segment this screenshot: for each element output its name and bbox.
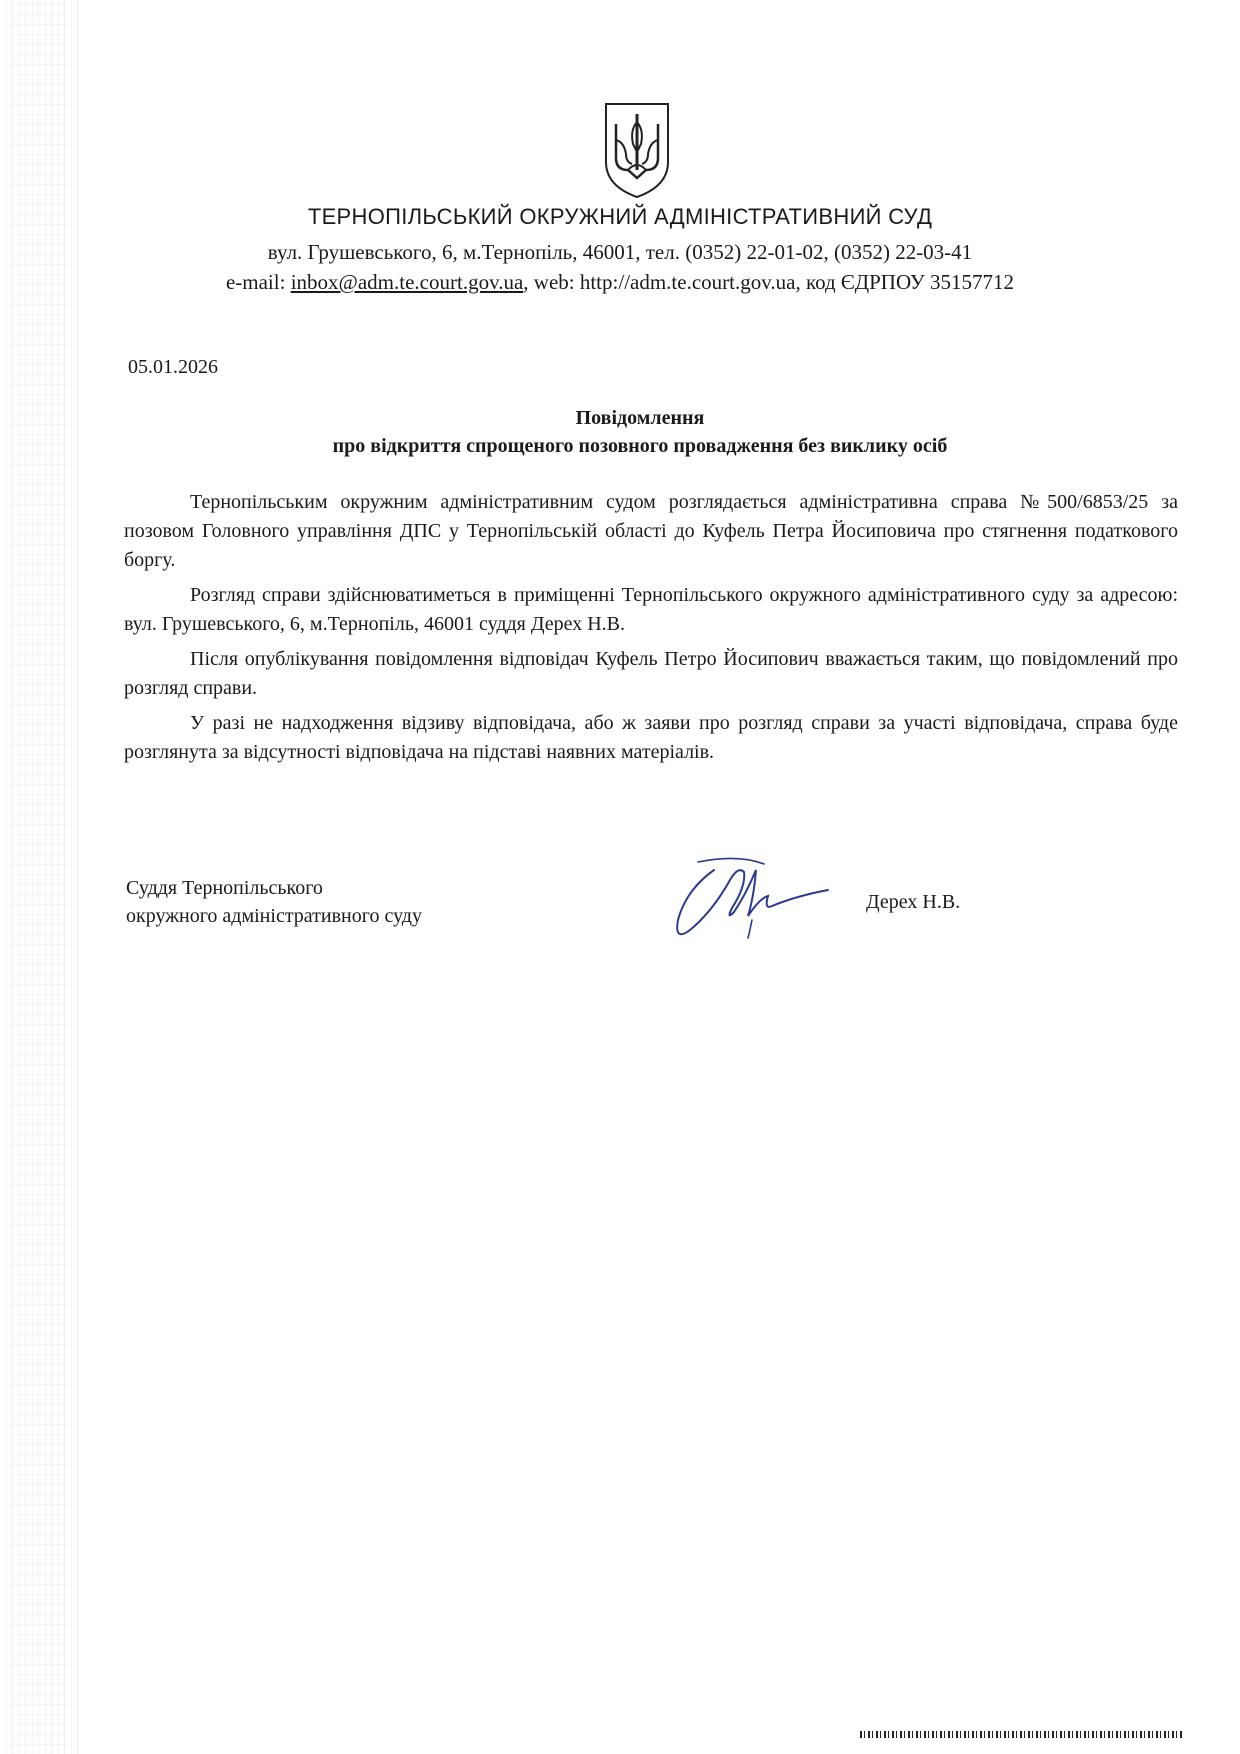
web-and-code: , web: http://adm.te.court.gov.ua, код ЄДРПОУ 35157712: [523, 270, 1015, 294]
document-date: 05.01.2026: [128, 356, 218, 378]
trident-coat-of-arms-icon: [602, 100, 672, 200]
paragraph-venue: Розгляд справи здійснюватиметься в приміщенні Тернопільського окружного адміністративного суду за адресою: вул. Грушевського, 6, м.Тернопіль, 46001 суддя Дерех Н.В.: [124, 584, 1178, 635]
court-name: ТЕРНОПІЛЬСЬКИЙ ОКРУЖНИЙ АДМІНІСТРАТИВНИЙ СУД: [307, 204, 933, 229]
judge-title-line2: окружного адміністративного суду: [126, 905, 422, 927]
email-link[interactable]: inbox@adm.te.court.gov.ua: [290, 270, 524, 294]
notice-body: [124, 488, 1178, 773]
handwritten-signature: [668, 850, 838, 950]
signature-block: [126, 874, 422, 930]
notice-title: Повідомлення: [575, 407, 705, 429]
email-label: e-mail:: [225, 270, 291, 294]
paragraph-case: Тернопільським окружним адміністративним судом розглядається адміністративна справа №500/6853/25 за позовом Головного управління ДПС у Тернопільській області до Куфель Петра Йосиповича про стягнення податкового боргу.: [124, 491, 1178, 571]
court-address: вул. Грушевського, 6, м.Тернопіль, 46001, тел. (0352) 22-01-02, (0352) 22-03-41: [267, 240, 973, 264]
notice-subtitle: про відкриття спрощеного позовного провадження без виклику осіб: [332, 435, 948, 457]
paragraph-absence: У разі не надходження відзиву відповідача, або ж заяви про розгляд справи за участі відповідача, справа буде розглянута за відсутності відповідача на підставі наявних матеріалів.: [124, 712, 1178, 763]
barcode-strip: [860, 1731, 1182, 1738]
judge-title-line1: Суддя Тернопільського: [126, 877, 323, 899]
paragraph-notified: Після опублікування повідомлення відповідач Куфель Петро Йосипович вважається таким, що повідомлений про розгляд справи.: [124, 648, 1178, 699]
judge-name: Дерех Н.В.: [866, 891, 961, 913]
court-contacts: [100, 270, 1140, 295]
scan-edge-artifact: [0, 0, 80, 1754]
